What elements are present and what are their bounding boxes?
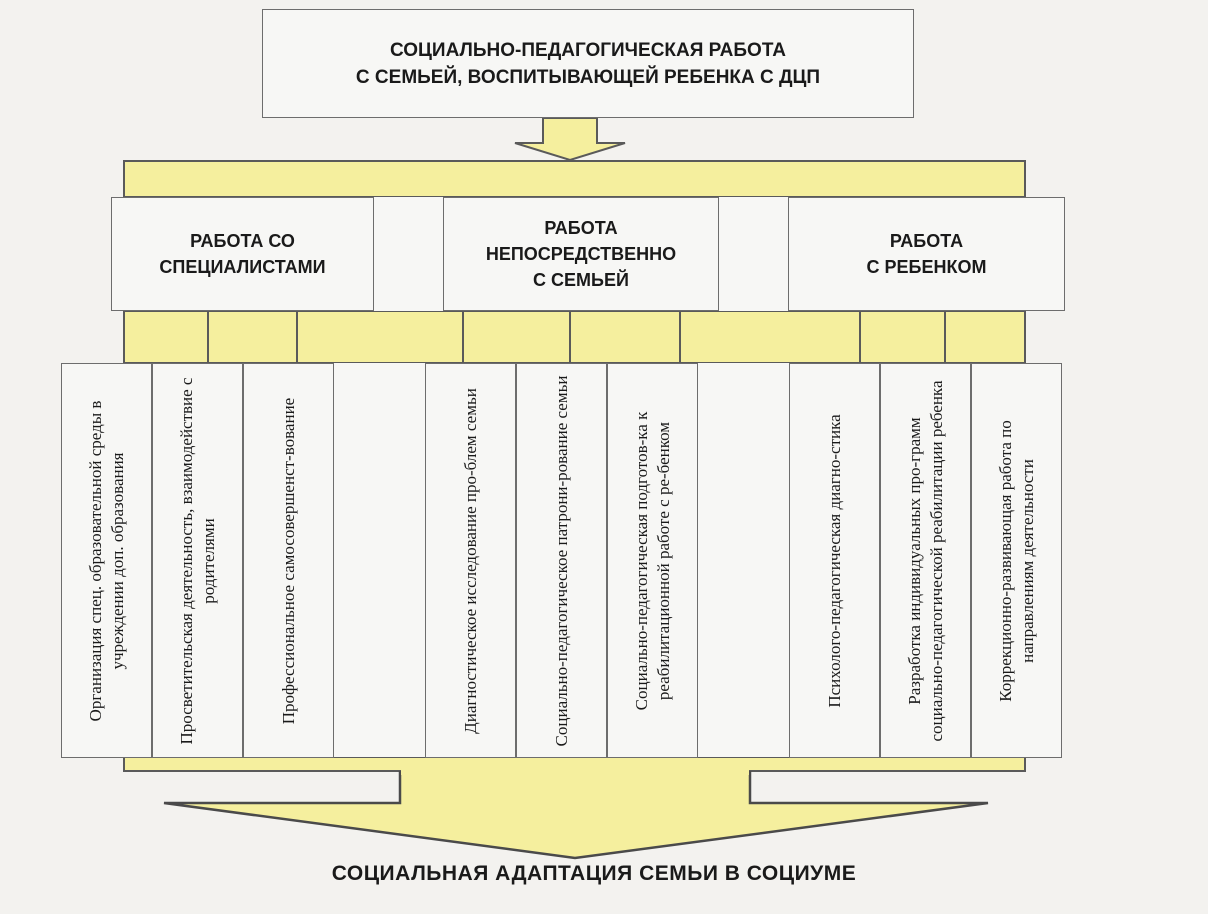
activity-text: Коррекционно-развивающая работа по направлениям деятельности xyxy=(995,419,1037,702)
category-specialists xyxy=(111,197,374,311)
yellow-frame-middle-band xyxy=(124,311,1025,363)
category-label-line: РАБОТА xyxy=(889,231,964,251)
down-arrow-small xyxy=(515,118,625,160)
activity-text: Разработка индивидуальных про-грамм социально-педагогической реабилитации ребенка xyxy=(904,380,946,741)
title-line-2: С СЕМЬЕЙ, ВОСПИТЫВАЮЩЕЙ РЕБЕНКА С ДЦП xyxy=(355,66,821,88)
activity-text: Профессиональное самосовершенст-вование xyxy=(278,397,298,724)
activity-text: Организация спец. образовательной среды в учреждении доп. образования xyxy=(85,400,127,721)
category-label-line: РАБОТА xyxy=(544,218,618,238)
category-label-line: НЕПОСРЕДСТВЕННО xyxy=(485,244,677,264)
activity-column xyxy=(971,363,1062,758)
activity-column xyxy=(243,363,334,758)
category-label-line: СПЕЦИАЛИСТАМИ xyxy=(159,257,326,277)
footer-caption: СОЦИАЛЬНАЯ АДАПТАЦИЯ СЕМЬИ В СОЦИУМЕ xyxy=(331,862,857,885)
category-label-line: С СЕМЬЕЙ xyxy=(533,270,629,290)
title-line-1: СОЦИАЛЬНО-ПЕДАГОГИЧЕСКАЯ РАБОТА xyxy=(390,39,786,61)
category-label-line: РАБОТА СО xyxy=(190,231,295,251)
activity-column xyxy=(425,363,516,758)
title-box xyxy=(262,9,914,118)
activity-column xyxy=(152,363,243,758)
activity-column xyxy=(880,363,971,758)
down-arrow-large xyxy=(164,771,988,858)
activity-text: Психолого-педагогическая диагно-стика xyxy=(824,413,844,708)
activity-column xyxy=(607,363,698,758)
activity-column xyxy=(516,363,607,758)
yellow-frame-top-band xyxy=(124,161,1025,197)
activity-text: Социально-педагогическая подготов-ка к реабилитационной работе с ре-бенком xyxy=(631,411,673,710)
category-label-line: С РЕБЕНКОМ xyxy=(866,257,987,277)
category-family xyxy=(443,197,719,311)
activity-text: Диагностическое исследование про-блем семьи xyxy=(460,387,480,734)
category-child xyxy=(788,197,1065,311)
activity-column xyxy=(61,363,152,758)
activity-text: Просветительская деятельность, взаимодействие с родителями xyxy=(176,377,218,744)
activity-column xyxy=(789,363,880,758)
activity-text: Социально-педагогическое патрони-рование семьи xyxy=(551,375,571,746)
